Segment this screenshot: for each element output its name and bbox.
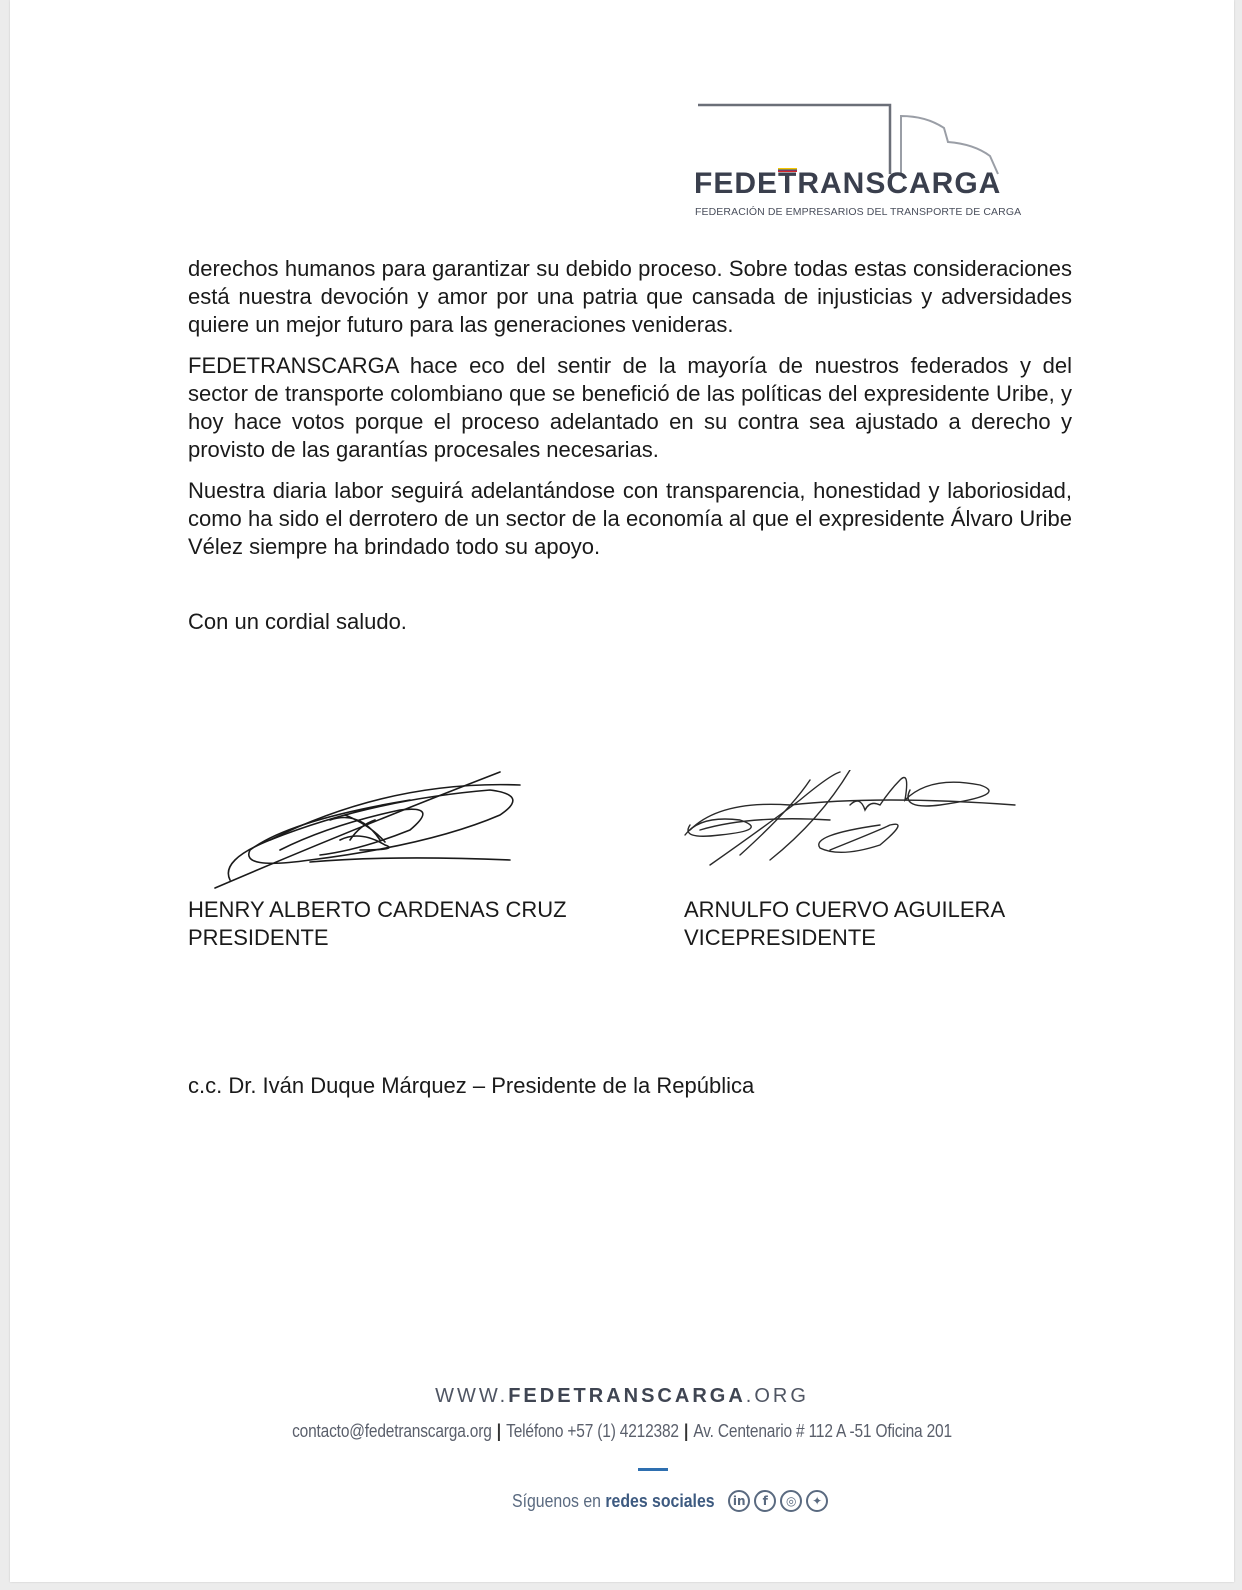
facebook-icon[interactable]: f [754,1490,776,1512]
footer-contact-line: contacto@fedetranscarga.org | Teléfono +57 (1) 4212382 | Av. Centenario # 112 A -51 Oficina 201 [292,1421,952,1441]
signature-2-image [680,770,1030,900]
signatory-1 [188,896,567,952]
linkedin-icon[interactable]: in [728,1490,750,1512]
footer-phone: Teléfono +57 (1) 4212382 [506,1421,679,1441]
instagram-icon[interactable]: ◎ [780,1490,802,1512]
signatory-2 [684,896,1005,952]
body-paragraph-2: FEDETRANSCARGA hace eco del sentir de la mayoría de nuestros federados y del sector de transporte colombiano que se benefició de las políticas del expresidente Uribe, y hoy hace votos porque el proceso adelantado en su contra sea ajustado a derecho y provisto de las garantías procesales necesarias. [188,353,1072,462]
twitter-icon[interactable]: ✦ [806,1490,828,1512]
body-paragraph-3: Nuestra diaria labor seguirá adelantándose con transparencia, honestidad y laboriosidad, como ha sido el derrotero de un sector de la economía al que el expresidente Álvaro Uribe Vélez siempre ha brindado todo su apoyo. [188,478,1072,559]
signatory-2-title: VICEPRESIDENTE [684,925,876,950]
signature-1-image [210,770,530,900]
footer-website[interactable]: WWW.FEDETRANSCARGA.ORG [435,1385,809,1407]
footer-address: Av. Centenario # 112 A -51 Oficina 201 [693,1421,952,1441]
cc-line: c.c. Dr. Iván Duque Márquez – Presidente de la República [188,1073,755,1098]
social-label: Síguenos en redes sociales [512,1490,715,1511]
body-paragraph-1: derechos humanos para garantizar su debido proceso. Sobre todas estas consideraciones está nuestra devoción y amor por una patria que cansada de injusticias y adversidades quiere un mejor futuro para las generaciones venideras. [188,256,1072,337]
letter-page [10,0,1234,1582]
signatory-1-name: HENRY ALBERTO CARDENAS CRUZ [188,897,567,922]
org-name: FEDETRANSCARGA [694,167,1002,200]
org-subtitle: FEDERACIÓN DE EMPRESARIOS DEL TRANSPORTE DE CARGA [695,206,1022,218]
org-logo [694,100,1024,225]
footer-divider [638,1468,668,1471]
signatory-1-title: PRESIDENTE [188,925,329,950]
closing-salutation: Con un cordial saludo. [188,609,407,634]
signatory-2-name: ARNULFO CUERVO AGUILERA [684,897,1006,922]
footer-email[interactable]: contacto@fedetranscarga.org [292,1421,492,1441]
footer-social [512,1486,828,1516]
